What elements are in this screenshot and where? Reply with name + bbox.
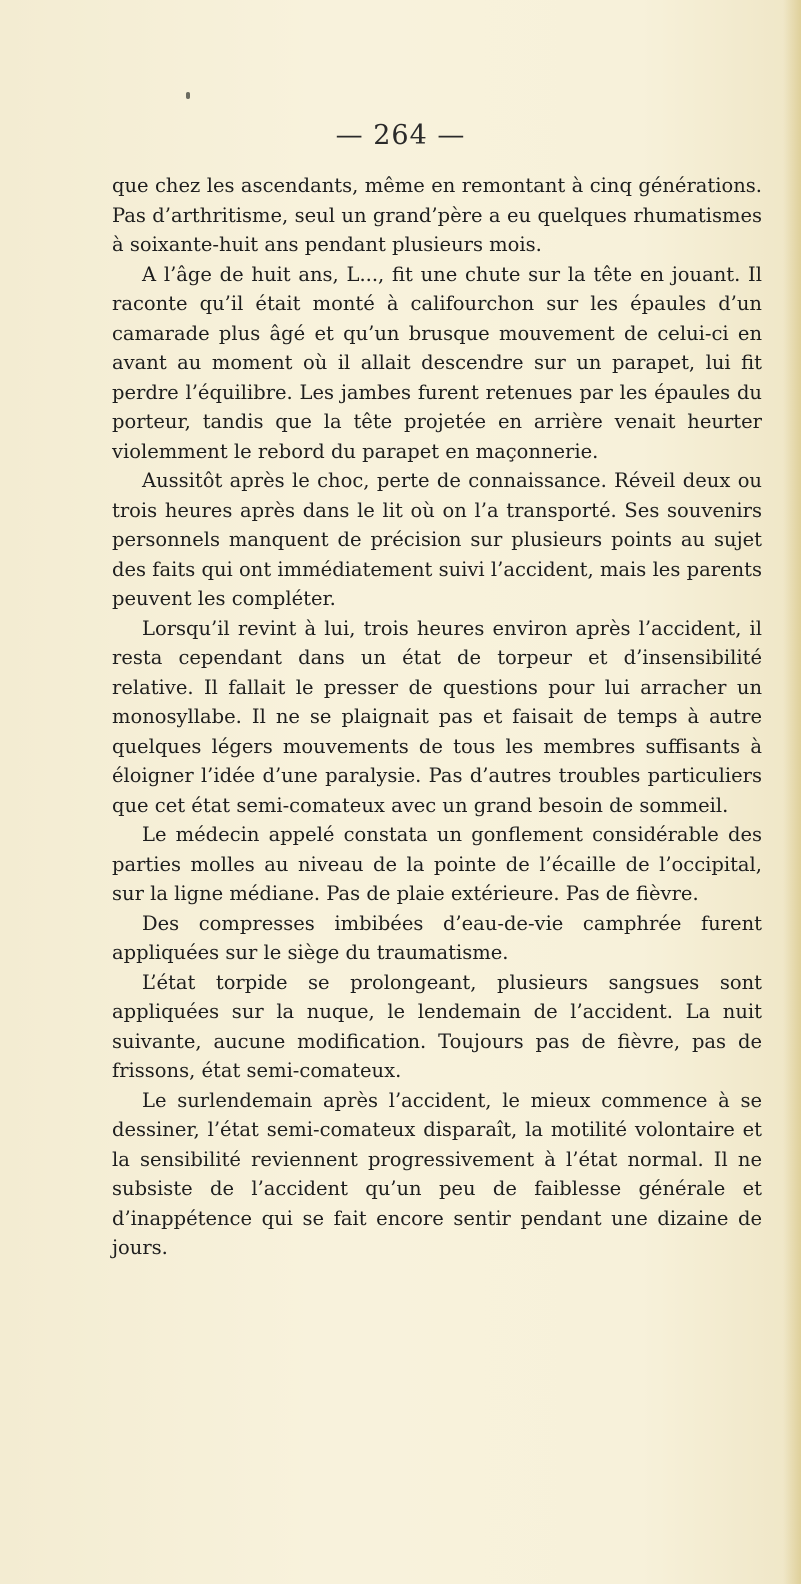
body-text [112,171,762,1263]
ink-speck [186,92,190,99]
paragraph-4: Lorsqu’il revint à lui, trois heures environ après l’accident, il resta cependant dans un état de torpeur et d’insensibilité relative. Il fallait le presser de questions pour lui arracher un monosyllabe. Il ne se plaignait pas et faisait de temps à autre quelques légers mouvements de tous les membres suffisants à éloigner l’idée d’une paralysie. Pas d’autres troubles particuliers que cet état semi-comateux avec un grand besoin de sommeil. [112,616,762,817]
page-number: — 264 — [335,120,466,151]
paragraph-5: Le médecin appelé constata un gonflement considérable des parties molles au niveau de la pointe de l’écaille de l’occipital, sur la ligne médiane. Pas de plaie extérieure. Pas de fièvre. [112,823,762,905]
paragraph-8: Le surlendemain après l’accident, le mieux commence à se dessiner, l’état semi-comateux disparaît, la motilité volontaire et la sensibilité reviennent progressivement à l’état normal. Il ne subsiste de l’accident qu’un peu de faiblesse générale et d’inappétence qui se fait encore sentir pendant une dizaine de jours. [112,1088,762,1259]
paragraph-1: que chez les ascendants, même en remontant à cinq générations. Pas d’arthritisme, seul un grand’père a eu quelques rhumatismes à soixante-huit ans pendant plusieurs mois. [112,174,762,256]
paragraph-2: A l’âge de huit ans, L..., fit une chute sur la tête en jouant. Il raconte qu’il était monté à califourchon sur les épaules d’un camarade plus âgé et qu’un brusque mouvement de celui-ci en avant au moment où il allait descendre sur un parapet, lui fit perdre l’équilibre. Les jambes furent retenues par les épaules du porteur, tandis que la tête projetée en arrière venait heurter violemment le rebord du parapet en maçonnerie. [112,262,762,463]
paragraph-3: Aussitôt après le choc, perte de connaissance. Réveil deux ou trois heures après dans le lit où on l’a transporté. Ses souvenirs personnels manquent de précision sur plusieurs points au sujet des faits qui ont immédiatement suivi l’accident, mais les parents peuvent les compléter. [112,469,762,610]
paragraph-7: L’état torpide se prolongeant, plusieurs sangsues sont appliquées sur la nuque, le lendemain de l’accident. La nuit suivante, aucune modification. Toujours pas de fièvre, pas de frissons, état semi-comateux. [112,970,762,1082]
page-edge-shadow [783,0,801,1584]
paragraph-6: Des compresses imbibées d’eau-de-vie camphrée furent appliquées sur le siège du traumatisme. [112,911,762,964]
